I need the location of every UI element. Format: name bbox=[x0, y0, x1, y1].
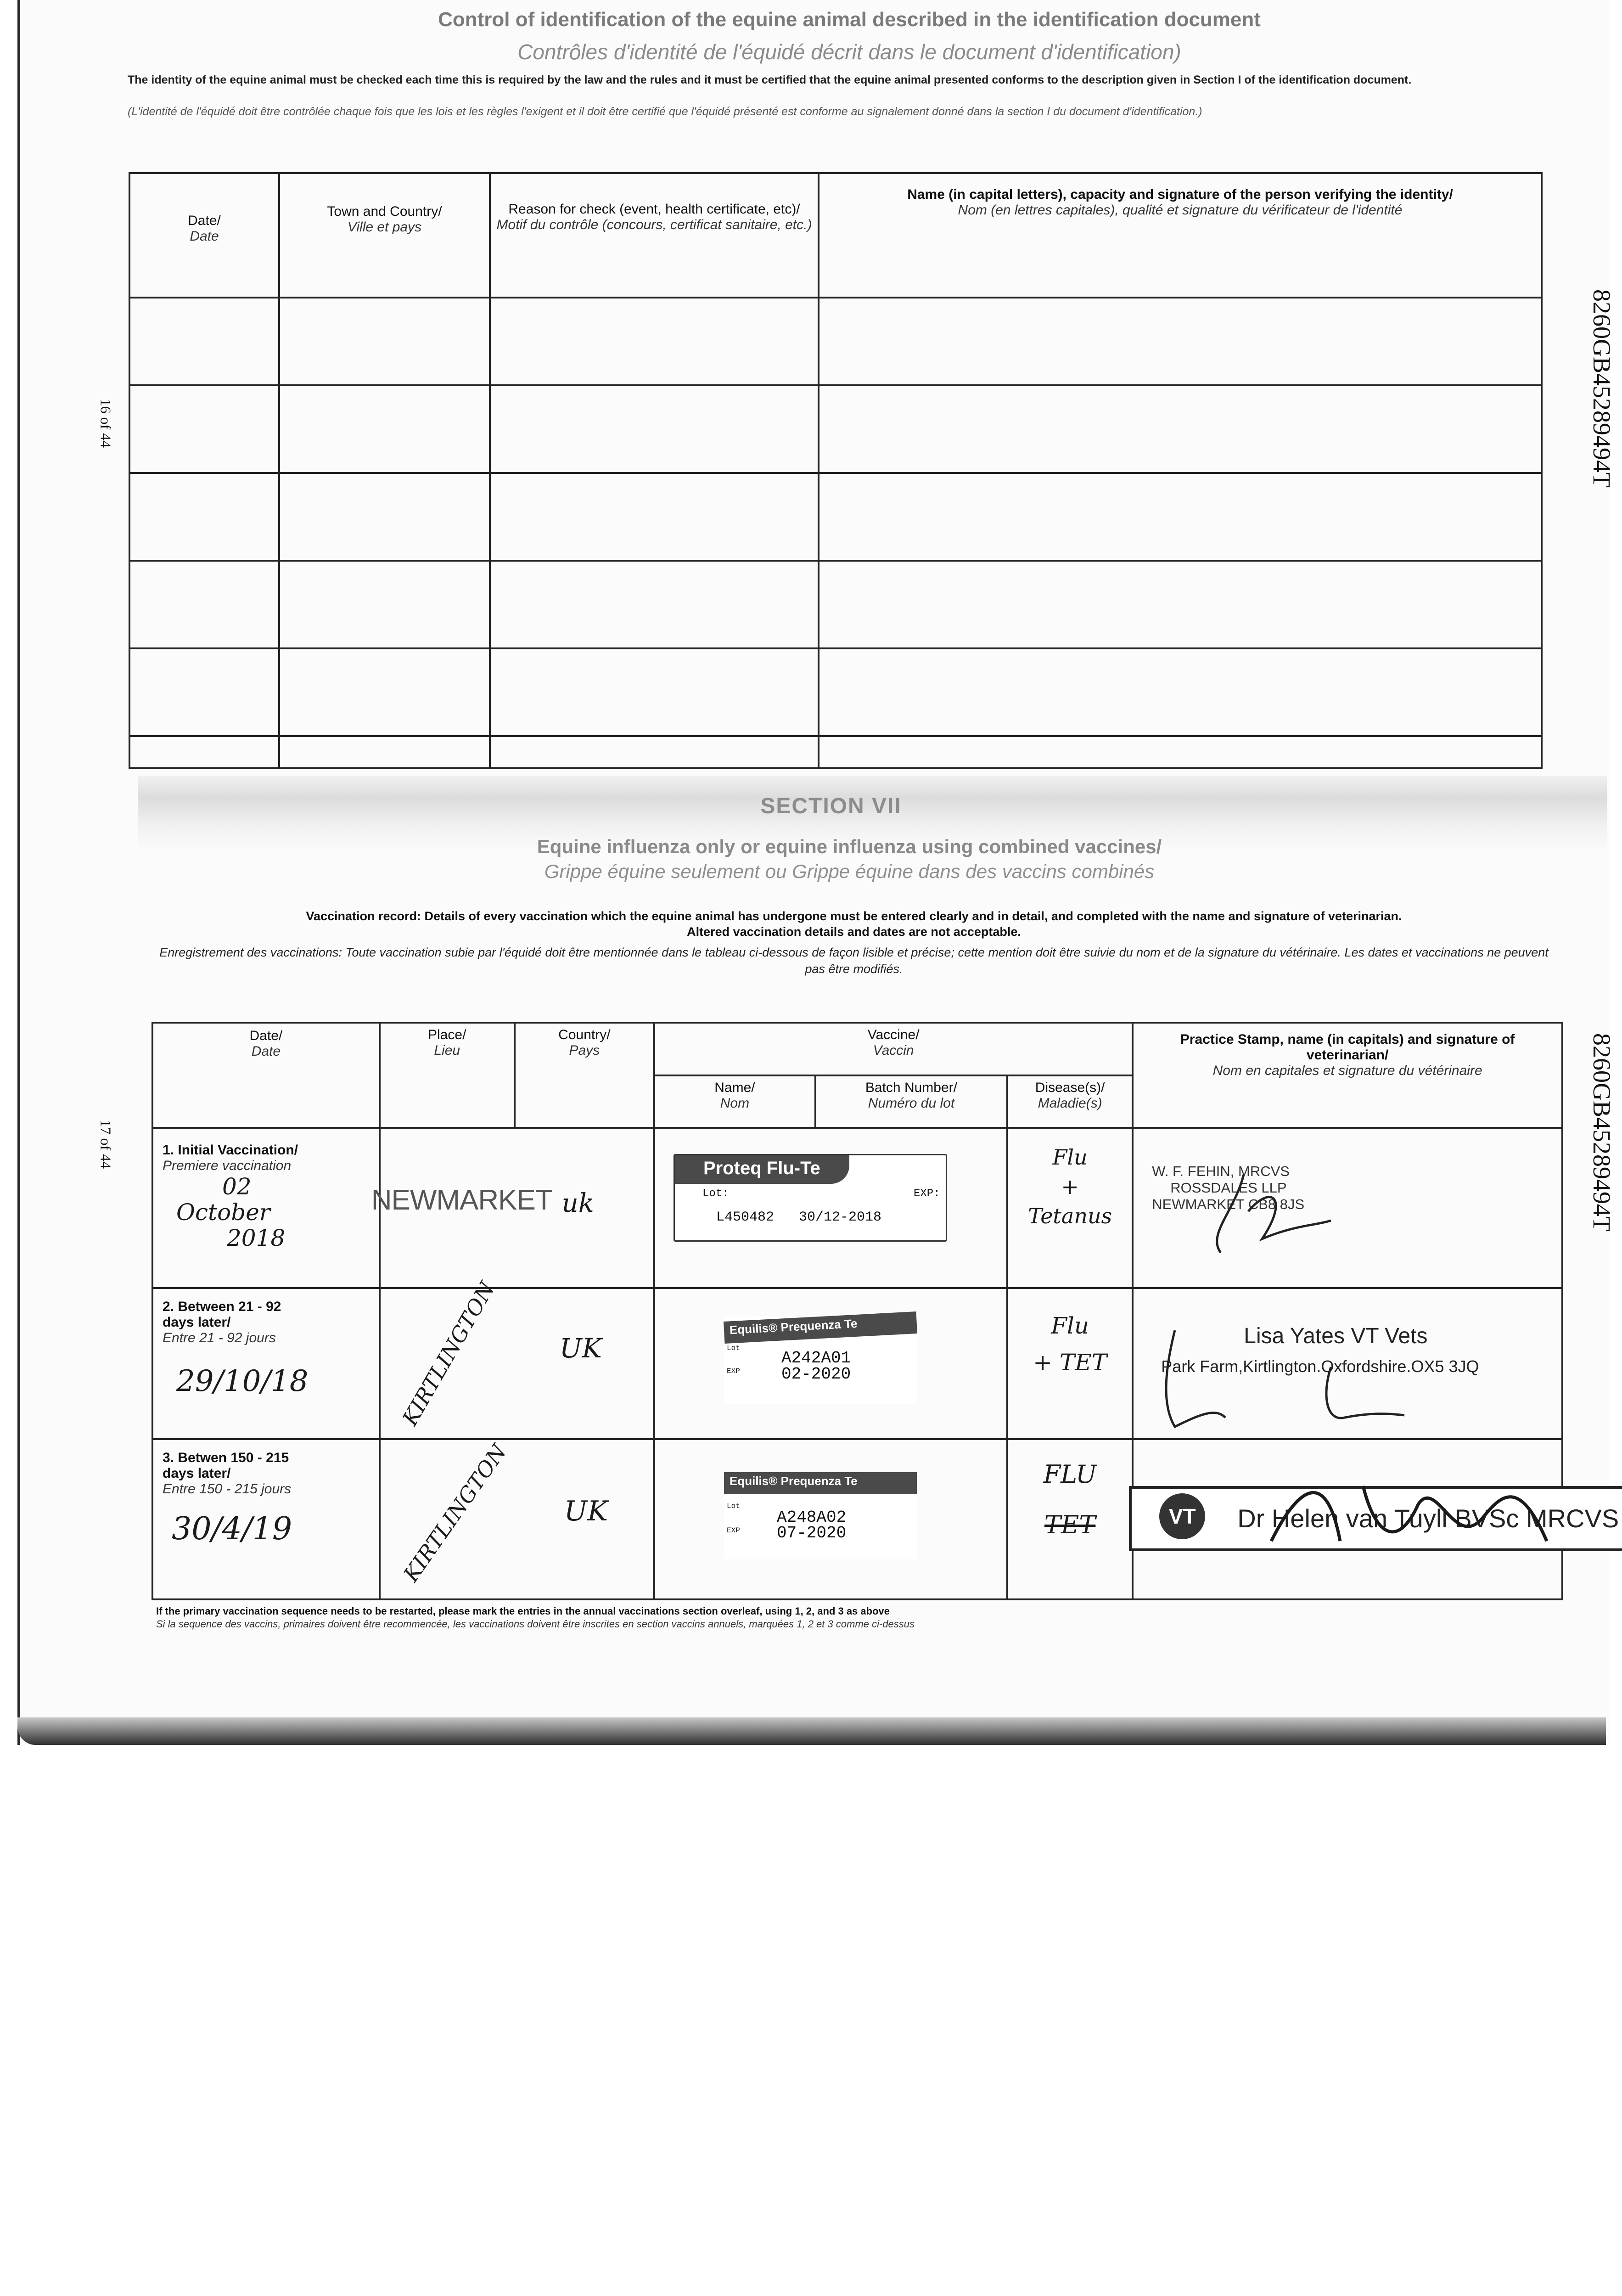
row1-date-day: 02 bbox=[222, 1173, 252, 1200]
section-title-fr: Grippe équine seulement ou Grippe équine dans des vaccins combinés bbox=[544, 861, 1155, 882]
identity-row bbox=[129, 385, 1542, 473]
row2-disease-2: + TET bbox=[1033, 1349, 1107, 1376]
row2-disease-cell bbox=[1007, 1288, 1133, 1439]
row1-vaccine-label bbox=[673, 1154, 947, 1242]
section-heading: SECTION VII bbox=[760, 794, 902, 818]
row1-place-country-cell bbox=[371, 1128, 654, 1288]
vax-header-vaccine: Vaccine/ Vaccin bbox=[654, 1023, 1133, 1075]
empty-cell[interactable] bbox=[819, 473, 1542, 561]
empty-cell[interactable] bbox=[129, 385, 279, 473]
sheet-bottom-edge bbox=[17, 1717, 1606, 1745]
row2-country: UK bbox=[559, 1333, 602, 1364]
section-title-en: Equine influenza only or equine influenza using combined vaccines/ bbox=[537, 836, 1162, 857]
row1-vaccine-brand: Proteq Flu-Te bbox=[675, 1155, 849, 1184]
row2-exp-label: EXP bbox=[727, 1367, 740, 1376]
row2-lot-label: Lot bbox=[727, 1344, 740, 1353]
control-title-fr: Contrôles d'identité de l'équidé décrit dans le document d'identification) bbox=[517, 40, 1181, 64]
row2-label-fr: Entre 21 - 92 jours bbox=[163, 1330, 276, 1346]
row3-vaccine-label bbox=[724, 1472, 917, 1559]
vaccination-record-en: Vaccination record: Details of every vaccination which the equine animal has undergone must be entered clearly and in detail, and completed with the name and signature of veterinarian. bbox=[306, 909, 1402, 923]
row1-lot-label: Lot: bbox=[702, 1187, 729, 1200]
row1-expiry: 30/12-2018 bbox=[799, 1210, 882, 1226]
footnote-en: If the primary vaccination sequence needs to be restarted, please mark the entries in the annual vaccinations section overleaf, using 1, 2, and 3 as above bbox=[156, 1605, 890, 1617]
empty-cell[interactable] bbox=[819, 561, 1542, 648]
header-reason: Reason for check (event, health certificate, etc)/ Motif du contrôle (concours, certificat sanitaire, etc.) bbox=[490, 173, 819, 298]
row3-place: KIRTLINGTON bbox=[398, 1440, 511, 1586]
page-number-16: 16 of 44 bbox=[97, 399, 114, 448]
empty-cell[interactable] bbox=[819, 648, 1542, 736]
row3-disease-2: TET bbox=[1044, 1510, 1096, 1539]
vaccination-row-3 bbox=[152, 1439, 1562, 1599]
vax-header-date: Date/ Date bbox=[152, 1023, 380, 1128]
row1-practice-stamp: W. F. FEHIN, MRCVS ROSSDALES LLP NEWMARKET CB8 8JS bbox=[1152, 1163, 1305, 1213]
row1-stamp-cell bbox=[1133, 1128, 1562, 1288]
empty-cell[interactable] bbox=[279, 385, 490, 473]
empty-cell[interactable] bbox=[819, 298, 1542, 385]
control-intro-fr: (L'identité de l'équidé doit être contrôlée chaque fois que les lois et les règles l'exigent et il doit être certifié que l'équidé présenté est conforme au signalement donné dans la section I du document d'identification.) bbox=[128, 105, 1202, 118]
header-date: Date/ Date bbox=[129, 173, 279, 298]
passport-id-bottom: 8260GB45289494T bbox=[1588, 1033, 1616, 1232]
identity-row bbox=[129, 736, 1542, 768]
row1-signature bbox=[1179, 1156, 1363, 1262]
row1-disease-1: Flu bbox=[1052, 1145, 1088, 1170]
row2-date: 29/10/18 bbox=[176, 1364, 309, 1399]
vax-header-place: Place/ Lieu bbox=[380, 1023, 515, 1128]
empty-cell[interactable] bbox=[279, 298, 490, 385]
row3-expiry: 07-2020 bbox=[777, 1523, 847, 1542]
row3-disease-1: FLU bbox=[1043, 1459, 1097, 1489]
control-title-en: Control of identification of the equine animal described in the identification document bbox=[438, 8, 1261, 31]
row2-date-cell bbox=[152, 1288, 380, 1439]
row2-stamp-cell bbox=[1133, 1288, 1562, 1439]
row3-stamp-cell bbox=[1133, 1439, 1619, 1599]
empty-cell[interactable] bbox=[490, 561, 819, 648]
empty-cell[interactable] bbox=[129, 561, 279, 648]
row3-place-country-cell bbox=[380, 1439, 654, 1599]
row1-label-en: 1. Initial Vaccination/ bbox=[163, 1142, 298, 1158]
identity-row bbox=[129, 473, 1542, 561]
header-verifier: Name (in capital letters), capacity and signature of the person verifying the identity/ Nom (en lettres capitales), qualité et signature du vérificateur de l'identité bbox=[819, 173, 1542, 298]
vax-header-stamp: Practice Stamp, name (in capitals) and signature of veterinarian/ Nom en capitales et signature du vétérinaire bbox=[1133, 1023, 1562, 1128]
row3-date: 30/4/19 bbox=[172, 1510, 292, 1547]
row1-place-stamp: NEWMARKET bbox=[371, 1184, 552, 1216]
vaccination-row-1 bbox=[152, 1128, 1562, 1288]
row2-practice-name: Lisa Yates VT Vets bbox=[1244, 1324, 1428, 1349]
passport-id-top: 8260GB45289494T bbox=[1588, 289, 1616, 488]
vaccination-record-en-2: Altered vaccination details and dates are not acceptable. bbox=[687, 925, 1021, 939]
row3-lot-label: Lot bbox=[727, 1502, 740, 1510]
page-number-17: 17 of 44 bbox=[97, 1120, 114, 1169]
row3-batch: A248A02 bbox=[777, 1508, 847, 1527]
header-town-country: Town and Country/ Ville et pays bbox=[279, 173, 490, 298]
row2-expiry: 02-2020 bbox=[781, 1365, 851, 1384]
row2-batch: A242A01 bbox=[781, 1349, 851, 1368]
row1-date-cell bbox=[152, 1128, 380, 1288]
row1-disease-cell bbox=[1007, 1128, 1133, 1288]
row2-place-country-cell bbox=[380, 1277, 654, 1439]
identity-check-table bbox=[129, 172, 1543, 769]
empty-cell[interactable] bbox=[490, 648, 819, 736]
empty-cell[interactable] bbox=[490, 385, 819, 473]
empty-cell[interactable] bbox=[129, 648, 279, 736]
vaccination-row-2 bbox=[152, 1288, 1562, 1439]
row3-country: UK bbox=[564, 1495, 608, 1527]
row3-label-en: 3. Betwen 150 - 215 days later/ bbox=[163, 1450, 289, 1481]
row1-disease-2: + bbox=[1061, 1174, 1079, 1199]
row2-disease-1: Flu bbox=[1051, 1312, 1089, 1339]
empty-cell[interactable] bbox=[490, 473, 819, 561]
footnote-fr: Si la sequence des vaccins, primaires doivent être recommencée, les vaccinations doivent être inscrites en section vaccins annuels, marquées 1, 2 et 3 comme ci-dessus bbox=[156, 1618, 915, 1630]
row3-label-fr: Entre 150 - 215 jours bbox=[163, 1481, 292, 1497]
row1-batch: L450482 bbox=[716, 1210, 775, 1226]
identity-row bbox=[129, 648, 1542, 736]
row1-country: uk bbox=[561, 1188, 594, 1219]
empty-cell[interactable] bbox=[129, 298, 279, 385]
row2-vaccine-label bbox=[724, 1317, 917, 1404]
row3-disease-cell bbox=[1007, 1439, 1133, 1599]
row1-disease-3: Tetanus bbox=[1028, 1204, 1112, 1229]
row1-date-month: October bbox=[176, 1199, 270, 1226]
row2-vaccine-brand: Equilis® Prequenza Te bbox=[724, 1311, 917, 1344]
row2-practice-address: Park Farm,Kirtlington.Oxfordshire.OX5 3JQ bbox=[1161, 1357, 1479, 1376]
row3-vaccine-brand: Equilis® Prequenza Te bbox=[724, 1472, 917, 1494]
row3-signature bbox=[1225, 1449, 1602, 1569]
row1-vaccine-cell bbox=[654, 1128, 1007, 1288]
empty-cell[interactable] bbox=[279, 561, 490, 648]
empty-cell[interactable] bbox=[279, 648, 490, 736]
row1-date-year: 2018 bbox=[227, 1225, 286, 1252]
vax-header-batch: Batch Number/ Numéro du lot bbox=[815, 1075, 1007, 1128]
row1-label-fr: Premiere vaccination bbox=[163, 1158, 292, 1174]
identity-row bbox=[129, 298, 1542, 385]
vaccination-record-fr: Enregistrement des vaccinations: Toute vaccination subie par l'équidé doit être mentionnée dans le tableau ci-dessous de façon lisible et précise; cette mention doit être suivie du nom et de la signature du vétérinaire. Les dates et vaccinations ne peuvent pas être modifiés. bbox=[159, 945, 1549, 976]
row2-label-en: 2. Between 21 - 92 days later/ bbox=[163, 1299, 281, 1330]
row2-signature bbox=[1147, 1321, 1469, 1431]
empty-cell[interactable] bbox=[819, 385, 1542, 473]
row1-exp-label: EXP: bbox=[914, 1187, 940, 1200]
row2-place: KIRTLINGTON bbox=[397, 1277, 500, 1430]
row2-vaccine-cell bbox=[654, 1288, 1007, 1439]
vax-header-name: Name/ Nom bbox=[654, 1075, 815, 1128]
empty-cell[interactable] bbox=[129, 473, 279, 561]
identity-row bbox=[129, 561, 1542, 648]
vax-header-disease: Disease(s)/ Maladie(s) bbox=[1007, 1075, 1133, 1128]
row3-exp-label: EXP bbox=[727, 1526, 740, 1535]
row3-vaccine-cell bbox=[654, 1439, 1007, 1599]
control-intro-en: The identity of the equine animal must be checked each time this is required by the law and the rules and it must be certified that the equine animal presented conforms to the description given in Section I of the identification document. bbox=[128, 73, 1412, 86]
row3-date-cell bbox=[152, 1439, 380, 1599]
row3-vet-name: Dr Helen van Tuyll BVSc MRCVS bbox=[1237, 1503, 1619, 1533]
vt-logo: VT bbox=[1159, 1493, 1205, 1539]
empty-cell[interactable] bbox=[279, 473, 490, 561]
empty-cell[interactable] bbox=[490, 298, 819, 385]
vax-header-country: Country/ Pays bbox=[515, 1023, 654, 1128]
